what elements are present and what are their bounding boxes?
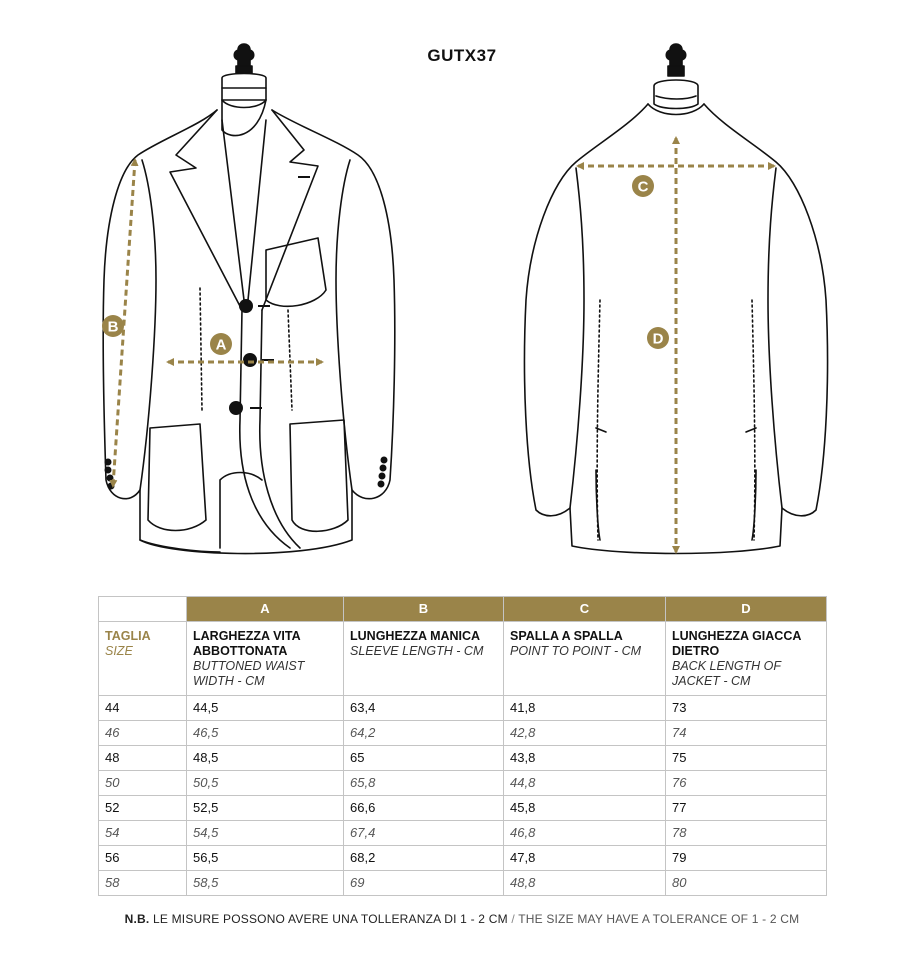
table-row	[99, 821, 827, 846]
product-code-title: GUTX37	[427, 46, 497, 65]
size-chart-table	[98, 596, 827, 896]
cell-c: 44,8	[504, 771, 666, 796]
marker-b	[102, 315, 124, 337]
cell-b: 65	[344, 746, 504, 771]
column-header-b-label: LUNGHEZZA MANICA	[350, 629, 481, 643]
marker-a	[210, 333, 232, 355]
column-header-c-label-en: POINT TO POINT - CM	[510, 644, 642, 658]
cell-size: 52	[99, 796, 187, 821]
cell-a: 56,5	[187, 846, 344, 871]
table-row	[99, 696, 827, 721]
table-row	[99, 796, 827, 821]
table-row	[99, 746, 827, 771]
cell-c: 45,8	[504, 796, 666, 821]
cell-a: 50,5	[187, 771, 344, 796]
cell-size: 56	[99, 846, 187, 871]
cell-size: 46	[99, 721, 187, 746]
column-header-c	[504, 622, 666, 696]
cell-b: 69	[344, 871, 504, 896]
cell-c: 41,8	[504, 696, 666, 721]
cell-b: 63,4	[344, 696, 504, 721]
cell-size: 48	[99, 746, 187, 771]
size-header	[99, 622, 187, 696]
mannequin-head-front	[222, 44, 266, 108]
table-row	[99, 721, 827, 746]
svg-text:B: B	[107, 318, 119, 336]
column-header-a	[187, 622, 344, 696]
size-header-label: TAGLIA	[105, 629, 151, 643]
cell-size: 58	[99, 871, 187, 896]
cell-b: 67,4	[344, 821, 504, 846]
note-italian: LE MISURE POSSONO AVERE UNA TOLLERANZA DI 1 - 2 CM	[153, 912, 508, 926]
column-header-c-label: SPALLA A SPALLA	[510, 629, 623, 643]
cell-a: 58,5	[187, 871, 344, 896]
note-english: THE SIZE MAY HAVE A TOLERANCE OF 1 - 2 CM	[518, 912, 800, 926]
cell-a: 46,5	[187, 721, 344, 746]
note-separator: /	[511, 912, 515, 926]
jacket-front-view	[103, 44, 395, 554]
cell-a: 54,5	[187, 821, 344, 846]
mannequin-head-back	[654, 44, 698, 109]
size-header-label-en: SIZE	[105, 644, 133, 658]
cell-c: 43,8	[504, 746, 666, 771]
marker-c	[632, 175, 654, 197]
cell-a: 48,5	[187, 746, 344, 771]
cell-c: 46,8	[504, 821, 666, 846]
cell-b: 68,2	[344, 846, 504, 871]
cell-a: 44,5	[187, 696, 344, 721]
svg-text:C: C	[637, 178, 649, 196]
cell-a: 52,5	[187, 796, 344, 821]
cell-d: 77	[666, 796, 827, 821]
table-row	[99, 771, 827, 796]
cell-c: 42,8	[504, 721, 666, 746]
column-header-d	[666, 622, 827, 696]
column-header-a-label: LARGHEZZA VITA ABBOTTONATA	[193, 629, 301, 658]
tolerance-note	[0, 912, 924, 926]
column-header-d-label-en: BACK LENGTH OF JACKET - CM	[672, 659, 781, 688]
column-header-b-label-en: SLEEVE LENGTH - CM	[350, 644, 484, 658]
cell-d: 79	[666, 846, 827, 871]
cell-d: 80	[666, 871, 827, 896]
column-letter-b: B	[344, 597, 504, 622]
cell-b: 65,8	[344, 771, 504, 796]
cell-d: 73	[666, 696, 827, 721]
svg-text:D: D	[652, 330, 664, 348]
cell-size: 44	[99, 696, 187, 721]
cell-d: 75	[666, 746, 827, 771]
svg-text:A: A	[215, 336, 227, 354]
table-corner	[99, 597, 187, 622]
cell-c: 47,8	[504, 846, 666, 871]
cell-b: 66,6	[344, 796, 504, 821]
cell-d: 78	[666, 821, 827, 846]
column-letter-d: D	[666, 597, 827, 622]
cell-b: 64,2	[344, 721, 504, 746]
column-letter-a: A	[187, 597, 344, 622]
cell-size: 50	[99, 771, 187, 796]
cell-d: 74	[666, 721, 827, 746]
marker-d	[647, 327, 669, 349]
cell-c: 48,8	[504, 871, 666, 896]
note-prefix: N.B.	[124, 912, 150, 926]
table-row	[99, 846, 827, 871]
column-header-b	[344, 622, 504, 696]
cell-size: 54	[99, 821, 187, 846]
column-header-a-label-en: BUTTONED WAIST WIDTH - CM	[193, 659, 305, 688]
table-row	[99, 871, 827, 896]
column-header-d-label: LUNGHEZZA GIACCA DIETRO	[672, 629, 801, 658]
column-letter-c: C	[504, 597, 666, 622]
cell-d: 76	[666, 771, 827, 796]
